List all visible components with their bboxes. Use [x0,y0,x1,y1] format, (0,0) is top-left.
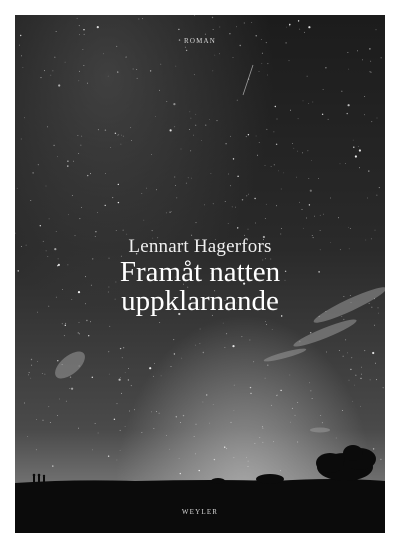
book-title-line-2: uppklarnande [121,285,279,317]
book-title-line-1: Framåt natten [119,256,281,288]
genre-label: ROMAN [183,37,217,45]
book-cover [15,15,385,533]
author-name: Lennart Hagerfors [128,236,272,257]
ground-silhouette [15,479,385,533]
publisher-name: WEYLER [181,508,219,516]
people-silhouettes [33,474,45,484]
